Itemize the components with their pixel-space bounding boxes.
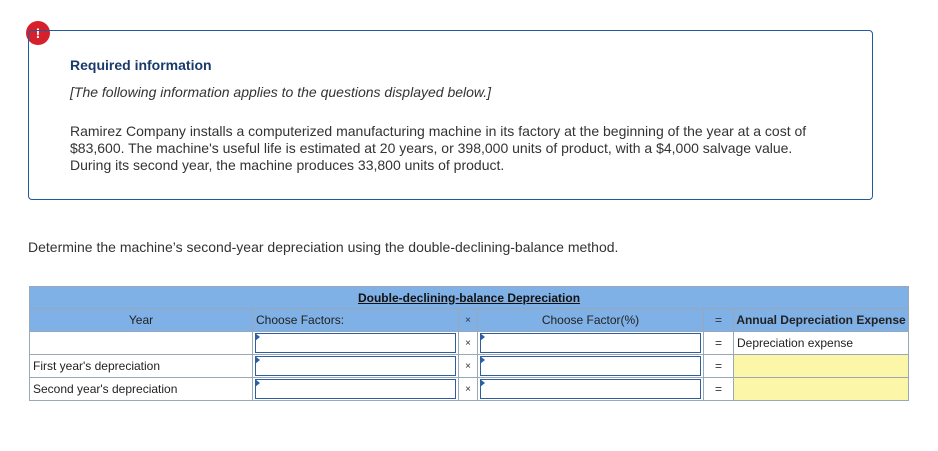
times-sign: × — [459, 378, 478, 401]
row-label: Second year's depreciation — [30, 378, 253, 401]
table-row — [30, 355, 909, 378]
factor-pct-input-row2[interactable] — [480, 356, 701, 376]
dropdown-marker-icon — [480, 379, 485, 387]
dropdown-marker-icon — [480, 356, 485, 364]
equals-sign: = — [704, 378, 734, 401]
header-year: Year — [30, 309, 253, 332]
info-body: Ramirez Company installs a computerized manufacturing machine in its factory at the beginning of the year at a cost of $83,600. The machine's useful life is estimated at 20 years, or 398,000 units of product, with a $4,000 salvage value. During its second year, the machine produces 33,800 units of product. — [70, 123, 807, 173]
dropdown-marker-icon — [255, 379, 260, 387]
table-title-cell — [30, 287, 909, 309]
factor-pct-input-cell — [478, 332, 704, 355]
table-header-row — [30, 309, 909, 332]
factor-pct-input-cell — [478, 355, 704, 378]
factor-input-row1[interactable] — [255, 333, 456, 353]
header-times-sign: × — [459, 309, 478, 332]
alert-icon: ! — [26, 21, 50, 45]
header-annual-depreciation: Annual Depreciation Expense — [734, 309, 909, 332]
result-label: Depreciation expense — [734, 332, 909, 355]
dropdown-marker-icon — [480, 333, 485, 341]
factor-input-row2[interactable] — [255, 356, 456, 376]
factor-input-row3[interactable] — [255, 379, 456, 399]
factor-input-cell — [253, 332, 459, 355]
times-sign: × — [459, 355, 478, 378]
equals-sign: = — [704, 332, 734, 355]
times-sign: × — [459, 332, 478, 355]
info-title: Required information — [70, 57, 212, 73]
header-choose-factors: Choose Factors: — [253, 309, 459, 332]
info-note: [The following information applies to the questions displayed below.] — [70, 84, 492, 100]
ddb-depreciation-table — [29, 286, 909, 401]
table-row — [30, 332, 909, 355]
factor-pct-input-cell — [478, 378, 704, 401]
answer-cell-row3[interactable] — [734, 378, 909, 401]
factor-pct-input-row3[interactable] — [480, 379, 701, 399]
dropdown-marker-icon — [255, 356, 260, 364]
dropdown-marker-icon — [255, 333, 260, 341]
table-title: Double-declining-balance Depreciation — [357, 290, 581, 305]
header-equals-sign: = — [704, 309, 734, 332]
factor-input-cell — [253, 378, 459, 401]
answer-cell-row2[interactable] — [734, 355, 909, 378]
factor-input-cell — [253, 355, 459, 378]
row-label: First year's depreciation — [30, 355, 253, 378]
required-information-box — [28, 30, 873, 200]
header-choose-factor-pct: Choose Factor(%) — [478, 309, 704, 332]
row-label — [30, 332, 253, 355]
table-row — [30, 378, 909, 401]
equals-sign: = — [704, 355, 734, 378]
factor-pct-input-row1[interactable] — [480, 333, 701, 353]
question-text: Determine the machine’s second-year depreciation using the double-declining-balance method. — [28, 239, 619, 255]
